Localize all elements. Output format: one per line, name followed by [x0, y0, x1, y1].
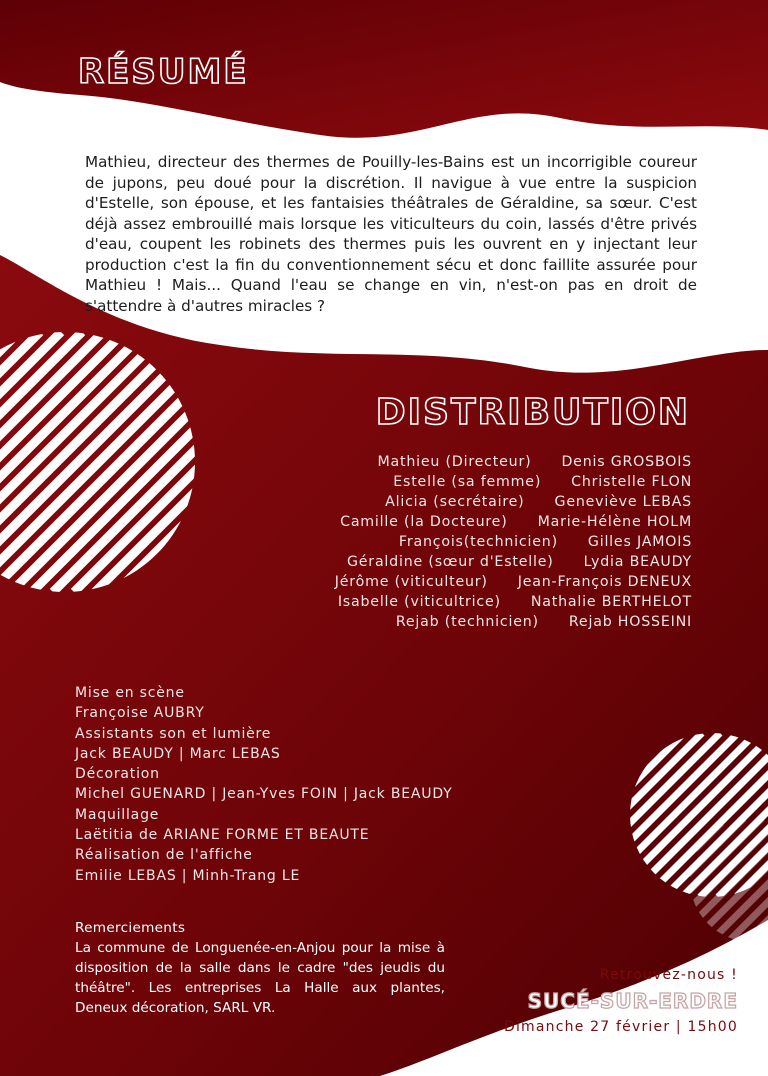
crew-names: Michel GUENARD | Jean-Yves FOIN | Jack BEAUDY [75, 786, 453, 803]
crew-heading-poster: Réalisation de l'affiche [75, 847, 253, 864]
cast-role: Géraldine (sœur d'Estelle) [346, 554, 554, 570]
cast-row [335, 612, 692, 632]
distribution-title: DISTRIBUTION [375, 392, 690, 433]
thanks-text: La commune de Longuenée-en-Anjou pour la mise à disposition de la salle dans le cadre "des jeudis du théâtre". Les entreprises La Halle aux plantes, Deneux décoration, SARL VR. [75, 940, 445, 1016]
cast-row [335, 552, 692, 572]
cast-row [335, 592, 692, 612]
cast-row [335, 532, 692, 552]
crew-heading-decor: Décoration [75, 766, 160, 783]
crew-heading-staging: Mise en scène [75, 685, 185, 701]
cast-actor: Rejab HOSSEINI [568, 614, 692, 630]
crew-names: Emilie LEBAS | Minh-Trang LE [75, 867, 301, 884]
cast-actor: Geneviève LEBAS [554, 494, 692, 510]
crew-heading-makeup: Maquillage [75, 806, 160, 823]
crew-list [75, 683, 452, 886]
event-date: Dimanche 27 février | 15h00 [503, 1019, 738, 1035]
cast-actor: Christelle FLON [571, 474, 692, 490]
cast-role: Alicia (secrétaire) [385, 494, 525, 510]
event-city: SUCÉ-SUR-ERDRE [527, 989, 738, 1013]
cast-actor: Marie-Hélène HOLM [537, 514, 692, 530]
cast-row [335, 492, 692, 512]
thanks-title: Remerciements [75, 920, 186, 936]
cast-actor: Nathalie BERTHELOT [530, 594, 692, 610]
cast-row [335, 572, 692, 592]
cast-actor: Jean-François DENEUX [517, 574, 692, 590]
cast-actor: Lydia BEAUDY [583, 554, 692, 570]
cast-role: Rejab (technicien) [395, 614, 539, 630]
event-info [504, 964, 738, 1038]
cast-row [335, 472, 692, 492]
crew-names: Laëtitia de ARIANE FORME ET BEAUTE [75, 827, 370, 844]
crew-names: Françoise AUBRY [75, 705, 205, 722]
cast-row [335, 452, 692, 472]
cast-role: Mathieu (Directeur) [377, 454, 532, 470]
thanks-section [75, 918, 445, 1018]
cast-row [335, 512, 692, 532]
cast-actor: Denis GROSBOIS [561, 454, 692, 470]
crew-names: Jack BEAUDY | Marc LEBAS [75, 745, 281, 762]
cast-role: François(technicien) [398, 534, 558, 550]
cast-role: Estelle (sa femme) [393, 474, 542, 490]
cast-role: Isabelle (viticultrice) [337, 594, 501, 610]
cast-role: Jérôme (viticulteur) [334, 574, 488, 590]
cast-actor: Gilles JAMOIS [587, 534, 692, 550]
synopsis-text: Mathieu, directeur des thermes de Pouilly-les-Bains est un incorrigible coureur de jupons, peu doué pour la discrétion. Il navigue à vue entre la suspicion d'Estelle, son épouse, et les fantaisies théâtrales de Géraldine, sa sœur. C'est déjà assez embrouillé mais lorsque les viticulteurs du coin, lassés d'être privés d'eau, coupent les robinets des thermes puis les ouvrent en y injectant leur production c'est la fin du conventionnement sécu et donc faillite assurée pour Mathieu ! Mais... Quand l'eau se change en vin, n'est-on pas en droit de s'attendre à d'autres miracles ? [85, 153, 697, 315]
cast-role: Camille (la Docteure) [340, 514, 508, 530]
event-cta: Retrouvez-nous ! [599, 967, 738, 983]
cast-list [335, 452, 692, 632]
resume-title: RÉSUMÉ [78, 52, 249, 92]
crew-heading-sound-light: Assistants son et lumière [75, 725, 272, 742]
